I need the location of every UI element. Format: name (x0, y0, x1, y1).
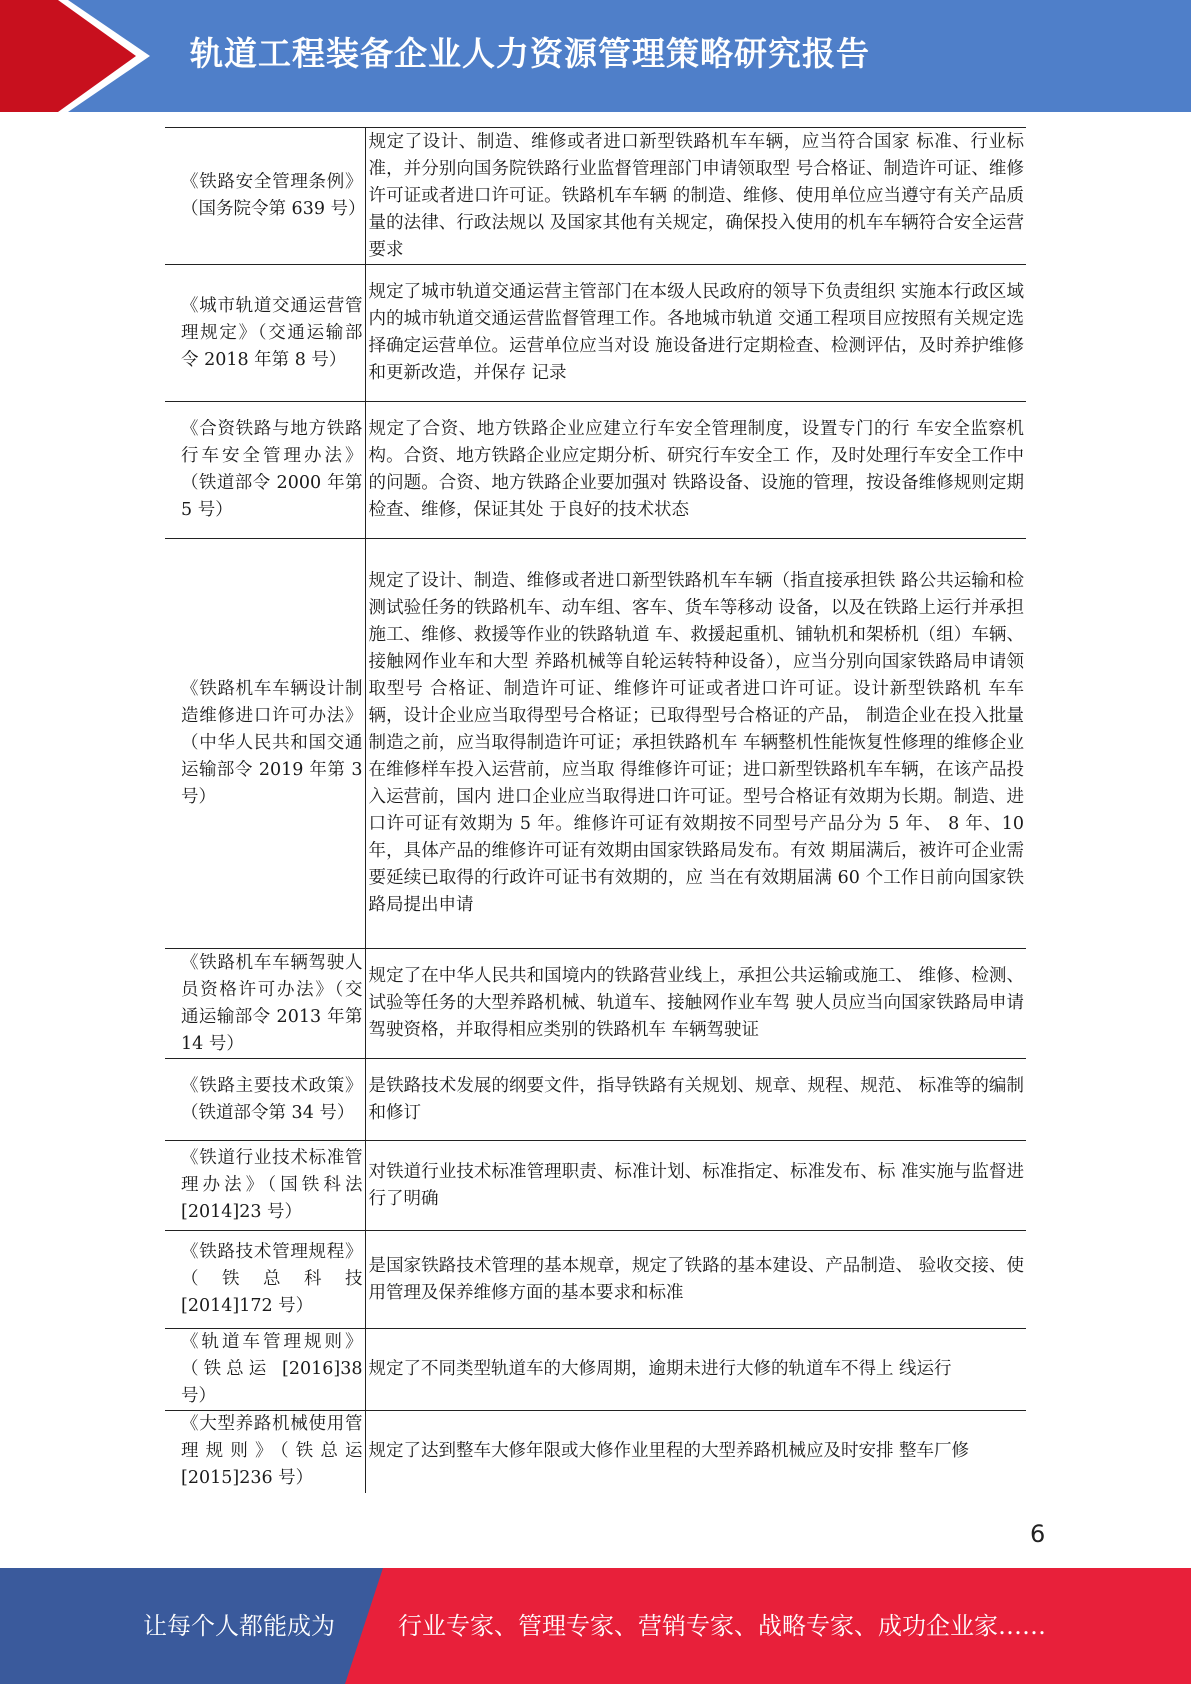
table-row (165, 1411, 1026, 1493)
regulation-name: 《铁道行业技术标准管理办法》（国铁科法[2014]23 号） (181, 1148, 363, 1222)
table-row (165, 1059, 1026, 1141)
report-title: 轨道工程装备企业人力资源管理策略研究报告 (190, 34, 870, 73)
regulation-description: 规定了城市轨道交通运营主管部门在本级人民政府的领导下负责组织 实施本行政区域内的城市轨道交通运营监督管理工作。各地城市轨道 交通工程项目应按照有关规定选择确定运营单位。运营单位应当对设 施设备进行定期检查、检测评估，及时养护维修和更新改造，并保存 记录 (365, 265, 1026, 402)
table-row (165, 1141, 1026, 1231)
regulation-description: 对铁道行业技术标准管理职责、标准计划、标准指定、标准发布、标 准实施与监督进行了明确 (365, 1141, 1026, 1231)
table-row (165, 1231, 1026, 1329)
regulation-name: 《合资铁路与地方铁路行车安全管理办法》（铁道部令 2000 年第 5 号） (181, 419, 363, 520)
page-footer (0, 1568, 1191, 1684)
table-row (165, 539, 1026, 949)
header-arrow-icon (0, 0, 160, 112)
regulation-name: 《轨道车管理规则》（铁总运 [2016]38 号） (181, 1332, 363, 1406)
regulation-description: 是铁路技术发展的纲要文件，指导铁路有关规划、规章、规程、规范、 标准等的编制和修订 (365, 1059, 1026, 1141)
page-number: 6 (1030, 1520, 1046, 1548)
table-row (165, 265, 1026, 402)
regulation-description: 规定了在中华人民共和国境内的铁路营业线上，承担公共运输或施工、 维修、检测、试验等任务的大型养路机械、轨道车、接触网作业车驾 驶人员应当向国家铁路局申请驾驶资格，并取得相应类别的铁路机车 车辆驾驶证 (365, 949, 1026, 1059)
footer-slogan-right: 行业专家、管理专家、营销专家、战略专家、成功企业家…… (398, 1612, 1046, 1640)
table-row (165, 402, 1026, 539)
regulation-name: 《铁路技术管理规程》（铁总科技 [2014]172 号） (181, 1242, 363, 1316)
footer-slogan-left: 让每个人都能成为 (143, 1612, 335, 1640)
regulation-name: 《铁路安全管理条例》（国务院令第 639 号） (181, 172, 366, 219)
regulation-description: 规定了不同类型轨道车的大修周期，逾期未进行大修的轨道车不得上 线运行 (365, 1329, 1026, 1411)
regulation-description: 规定了达到整车大修年限或大修作业里程的大型养路机械应及时安排 整车厂修 (365, 1411, 1026, 1493)
regulation-name: 《城市轨道交通运营管理规定》（交通运输部令 2018 年第 8 号） (181, 295, 363, 370)
regulation-name: 《大型养路机械使用管理规则》（铁总运[2015]236 号） (181, 1414, 363, 1489)
table-row (165, 128, 1026, 265)
regulation-description: 是国家铁路技术管理的基本规章，规定了铁路的基本建设、产品制造、 验收交接、使用管理及保养维修方面的基本要求和标准 (365, 1231, 1026, 1329)
regulation-description: 规定了设计、制造、维修或者进口新型铁路机车车辆，应当符合国家 标准、行业标准，并分别向国务院铁路行业监督管理部门申请领取型 号合格证、制造许可证、维修许可证或者进口许可证。铁路机车车辆 的制造、维修、使用单位应当遵守有关产品质量的法律、行政法规以 及国家其他有关规定，确保投入使用的机车车辆符合安全运营要求 (365, 128, 1026, 265)
regulation-description: 规定了合资、地方铁路企业应建立行车安全管理制度，设置专门的行 车安全监察机构。合资、地方铁路企业应定期分析、研究行车安全工 作，及时处理行车安全工作中的问题。合资、地方铁路企业要加强对 铁路设备、设施的管理，按设备维修规则定期检查、维修，保证其处 于良好的技术状态 (365, 402, 1026, 539)
regulation-name: 《铁路机车车辆驾驶人员资格许可办法》（交通运输部令 2013 年第 14 号） (181, 952, 363, 1054)
regulation-description: 规定了设计、制造、维修或者进口新型铁路机车车辆（指直接承担铁 路公共运输和检测试验任务的铁路机车、动车组、客车、货车等移动 设备，以及在铁路上运行并承担施工、维修、救援等作业的铁路轨道 车、救援起重机、铺轨机和架桥机（组）车辆、接触网作业车和大型 养路机械等自轮运转特种设备），应当分别向国家铁路局申请领取型号 合格证、制造许可证、维修许可证或者进口许可证。设计新型铁路机 车车辆，设计企业应当取得型号合格证；已取得型号合格证的产品， 制造企业在投入批量制造之前，应当取得制造许可证；承担铁路机车 车辆整机性能恢复性修理的维修企业在维修样车投入运营前，应当取 得维修许可证；进口新型铁路机车车辆，在该产品投入运营前，国内 进口企业应当取得进口许可证。型号合格证有效期为长期。制造、进 口许可证有效期为 5 年。维修许可证有效期按不同型号产品分为 5 年、 8 年、10 年，具体产品的维修许可证有效期由国家铁路局发布。有效 期届满后，被许可企业需要延续已取得的行政许可证书有效期的，应 当在有效期届满 60 个工作日前向国家铁路局提出申请 (365, 539, 1026, 949)
regulation-name: 《铁路主要技术政策》（铁道部令第 34 号） (181, 1075, 363, 1123)
table-row (165, 1329, 1026, 1411)
regulations-table (165, 127, 1026, 1493)
page-header (0, 0, 1191, 112)
table-row (165, 949, 1026, 1059)
regulation-name: 《铁路机车车辆设计制造维修进口许可办法》（中华人民共和国交通运输部令 2019 年第 3 号） (181, 679, 363, 807)
